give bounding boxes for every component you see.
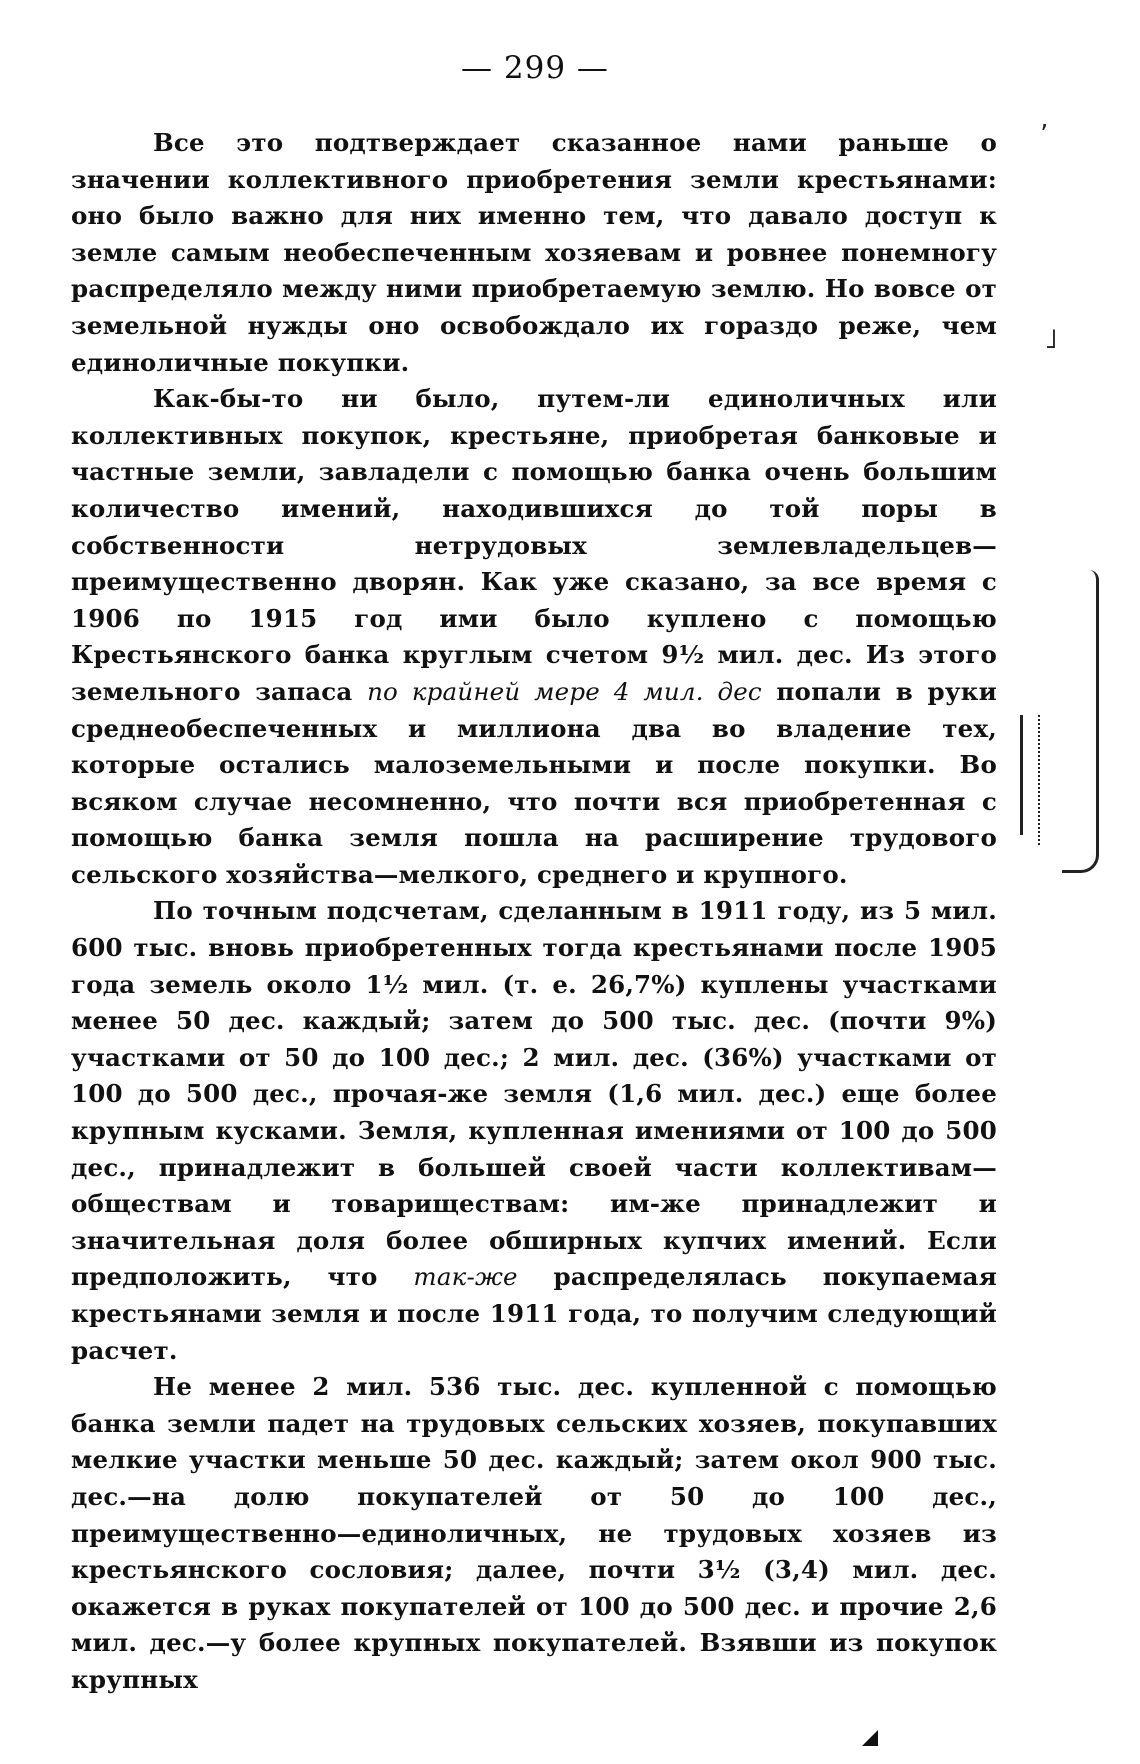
paragraph-3-italic: так-же [413,1262,518,1292]
paragraph-2 [71,381,997,893]
ink-blot-mark [862,1730,878,1746]
margin-inner-line [1020,715,1035,835]
page-number: — 299 — [461,50,609,86]
paragraph-4 [71,1369,997,1698]
paragraph-2-text-a: Как-бы-то ни было, путем-ли единоличных или коллективных покупок, крестьяне, приобретая банковые и частные земли, завладели с помощью банка очень большим количество имений, находившихся до той поры в собственности нетрудовых землевладельцев—преимущественно дворян. Как уже сказано, за все время с 1906 по 1915 год ими было куплено с помощью Крестьянского банка круглым счетом 9½ мил. дес. Из этого земельного запаса [71,384,997,706]
margin-tick-mark: ʼ [1040,120,1049,150]
paragraph-3 [71,893,997,1369]
text-body [71,125,997,1699]
paragraph-2-text-b: попали в руки среднеобеспеченных и миллиона два во владение тех, которые остались малоземельными и после покупки. Во всяком случае несомненно, что почти вся приобретенная с помощью банка земля пошла на расширение трудового сельского хозяйства—мелкого, среднего и крупного. [71,676,997,889]
paragraph-1-text: Все это подтверждает сказанное нами раньше о значении коллективного приобретения земли крестьянами: оно было важно для них именно тем, что давало доступ к земле самым необеспеченным хозяевам и ровнее понемногу распределяло между ними приобретаемую землю. Но вовсе от земельной нужды оно освобождало их гораздо реже, чем единоличные покупки. [71,128,997,377]
paragraph-3-text-b: распределялась покупаемая крестьянами земля и после 1911 года, то получим следующий расчет. [71,1262,997,1365]
paragraph-4-text: Не менее 2 мил. 536 тыс. дес. купленной с помощью банка земли падет на трудовых сельских хозяев, покупавших мелкие участки меньше 50 дес. каждый; затем окол 900 тыс. дес.—на долю покупателей от 50 до 100 дес., преимущественно—единоличных, не трудовых хозяев из крестьянского сословия; далее, почти 3½ (3,4) мил. дес. окажется в руках покупателей от 100 до 500 дес. и прочие 2,6 мил. дес.—у более крупных покупателей. Взявши из покупок крупных [71,1372,997,1694]
paragraph-1 [71,125,997,381]
paragraph-2-italic: по крайней мере 4 мил. дес [367,676,762,706]
paragraph-3-text-a: По точным подсчетам, сделанным в 1911 году, из 5 мил. 600 тыс. вновь приобретенных тогда крестьянами после 1905 года земель около 1½ мил. (т. е. 26,7%) куплены участками менее 50 дес. каждый; затем до 500 тыс. дес. (почти 9%) участками от 50 до 100 дес.; 2 мил. дес. (36%) участками от 100 до 500 дес., прочая-же земля (1,6 мил. дес.) еще более крупным кусками. Земля, купленная имениями от 100 до 500 дес., принадлежит в большей своей части коллективам—обществам и товариществам: им-же принадлежит и значительная доля более обширных купчих имений. Если предположить, что [71,896,997,1292]
margin-dotted-line [1038,715,1040,845]
margin-bracket [1062,570,1099,873]
margin-hook-mark: ˩ [1044,322,1058,355]
